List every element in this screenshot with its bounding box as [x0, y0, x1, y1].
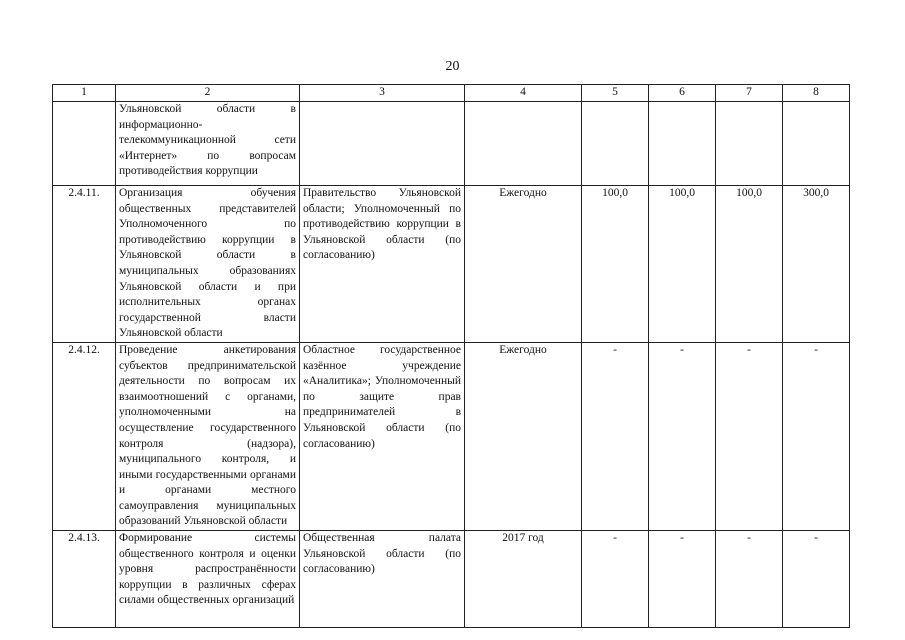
execution-period: Ежегодно [465, 186, 582, 343]
responsible-executor: Правительство Ульяновской области; Уполномоченный по противодействию коррупции в Ульяновской области (по согласованию) [300, 186, 465, 343]
responsible-executor [300, 102, 465, 186]
table-row [53, 342, 850, 530]
header-col-8: 8 [783, 85, 850, 102]
table-row [53, 186, 850, 343]
measure-description: Проведение анкетирования субъектов предпринимательской деятельности по вопросам их взаимоотношений с органами, уполномоченными на осуществление государственного контроля (надзора), муниципального контроля, и иными государственными органами и органами местного самоуправления муниципальных образований Ульяновской области [116, 342, 300, 530]
header-row [53, 85, 850, 102]
header-col-4: 4 [465, 85, 582, 102]
value-col-6: 100,0 [649, 186, 716, 343]
execution-period: 2017 год [465, 531, 582, 628]
header-col-6: 6 [649, 85, 716, 102]
value-col-5: - [582, 531, 649, 628]
row-number: 2.4.12. [53, 342, 116, 530]
value-col-5: - [582, 342, 649, 530]
value-col-7 [716, 102, 783, 186]
value-col-8: 300,0 [783, 186, 850, 343]
value-col-8: - [783, 531, 850, 628]
value-col-7: - [716, 531, 783, 628]
measure-description: Организация обучения общественных представителей Уполномоченного по противодействию коррупции в Ульяновской области в муниципальных образованиях Ульяновской области и при исполнительных органах государственной власти Ульяновской области [116, 186, 300, 343]
measure-description: Ульяновской области в информационно-телекоммуникационной сети «Интернет» по вопросам противодействия коррупции [116, 102, 300, 186]
execution-period: Ежегодно [465, 342, 582, 530]
table-row [53, 531, 850, 628]
row-number: 2.4.13. [53, 531, 116, 628]
value-col-5 [582, 102, 649, 186]
responsible-executor: Общественная палата Ульяновской области (по согласованию) [300, 531, 465, 628]
header-col-7: 7 [716, 85, 783, 102]
value-col-6 [649, 102, 716, 186]
header-col-2: 2 [116, 85, 300, 102]
value-col-6: - [649, 531, 716, 628]
header-col-1: 1 [53, 85, 116, 102]
plan-table [52, 84, 850, 628]
responsible-executor: Областное государственное казённое учреждение «Аналитика»; Уполномоченный по защите прав предпринимателей в Ульяновской области (по согласованию) [300, 342, 465, 530]
value-col-8 [783, 102, 850, 186]
header-col-5: 5 [582, 85, 649, 102]
value-col-8: - [783, 342, 850, 530]
header-col-3: 3 [300, 85, 465, 102]
page-number: 20 [445, 59, 460, 74]
value-col-7: 100,0 [716, 186, 783, 343]
value-col-5: 100,0 [582, 186, 649, 343]
value-col-7: - [716, 342, 783, 530]
execution-period [465, 102, 582, 186]
table-row [53, 102, 850, 186]
row-number [53, 102, 116, 186]
value-col-6: - [649, 342, 716, 530]
row-number: 2.4.11. [53, 186, 116, 343]
measure-description: Формирование системы общественного контроля и оценки уровня распространённости коррупции в различных сферах силами общественных организаций [116, 531, 300, 628]
